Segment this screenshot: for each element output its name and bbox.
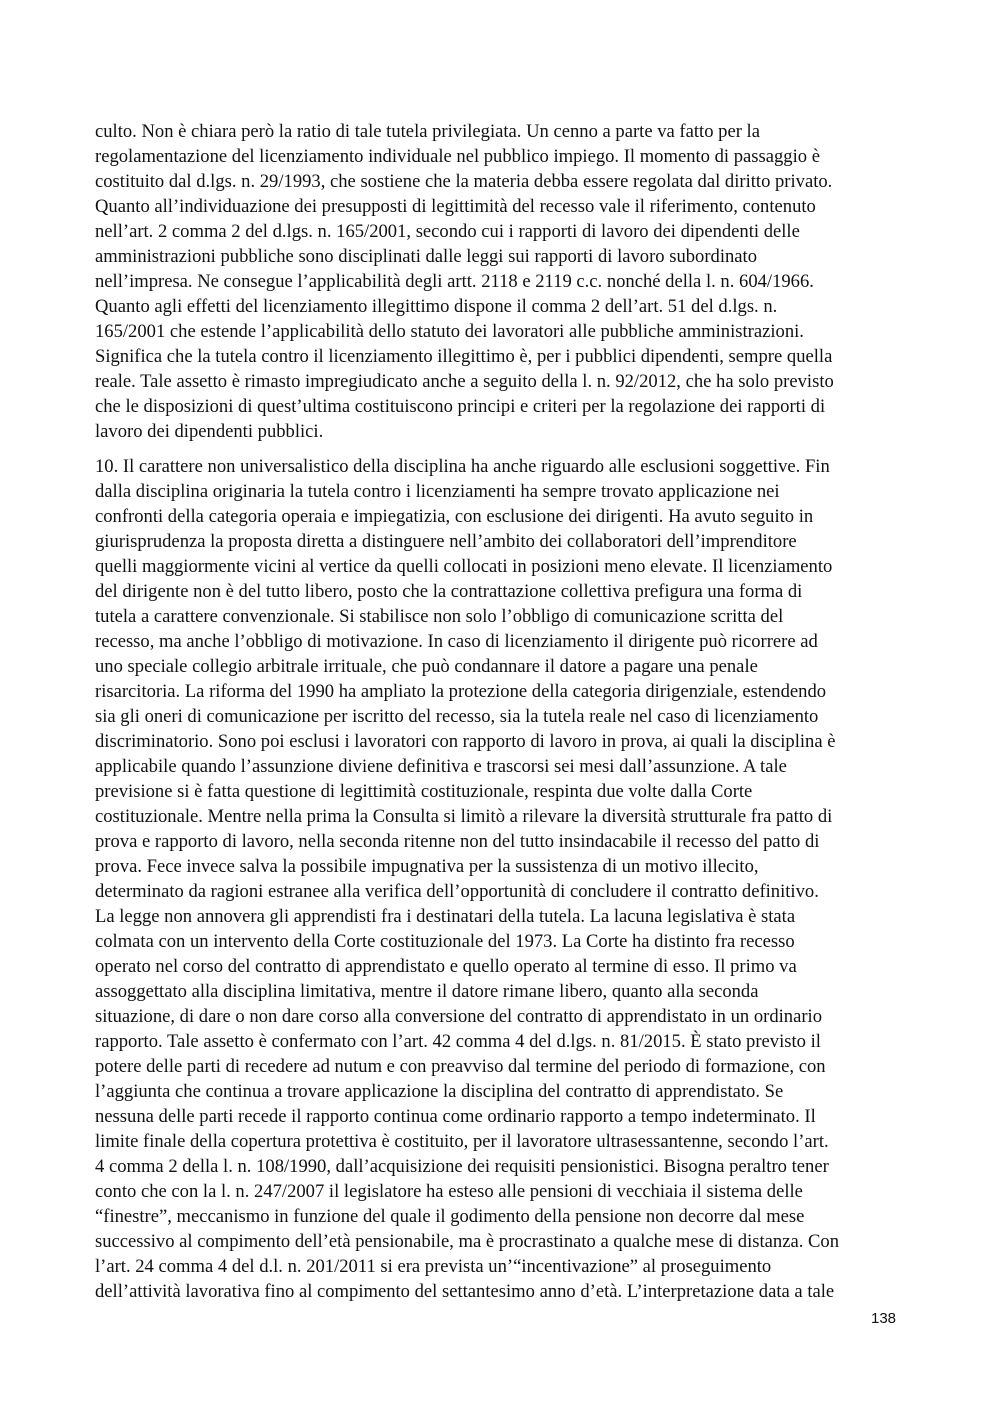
paragraph-2 [95, 454, 915, 1304]
text-line: “finestre”, meccanismo in funzione del quale il godimento della pensione non decorre dal mese [95, 1206, 805, 1227]
text-line: limite finale della copertura protettiva è costituito, per il lavoratore ultrasessantenne, secondo l’art. [95, 1131, 829, 1152]
text-line: che le disposizioni di quest’ultima costituiscono principi e criteri per la regolazione dei rapporti di [95, 396, 826, 417]
text-line: quelli maggiormente vicini al vertice da quelli collocati in posizioni meno elevate. Il licenziamento [95, 556, 833, 577]
text-line: 10. Il carattere non universalistico della disciplina ha anche riguardo alle esclusioni soggettive. Fin [95, 456, 830, 477]
text-line: l’art. 24 comma 4 del d.l. n. 201/2011 si era prevista un’“incentivazione” al proseguimento [95, 1256, 772, 1277]
text-line: 165/2001 che estende l’applicabilità dello statuto dei lavoratori alle pubbliche amministrazioni. [95, 321, 804, 342]
text-line: situazione, di dare o non dare corso alla conversione del contratto di apprendistato in un ordinario [95, 1006, 822, 1027]
text-line: dell’attività lavorativa fino al compimento del settantesimo anno d’età. L’interpretazione data a tale [95, 1281, 835, 1302]
paragraph-spacer [95, 444, 915, 454]
text-line: risarcitoria. La riforma del 1990 ha ampliato la protezione della categoria dirigenziale, estendendo [95, 681, 827, 702]
text-line: uno speciale collegio arbitrale irrituale, che può condannare il datore a pagare una penale [95, 656, 758, 677]
text-line: tutela a carattere convenzionale. Si stabilisce non solo l’obbligo di comunicazione scritta del [95, 606, 784, 627]
text-line: previsione si è fatta questione di legittimità costituzionale, respinta due volte dalla Corte [95, 781, 753, 802]
text-line: successivo al compimento dell’età pensionabile, ma è procrastinato a qualche mese di distanza. Con [95, 1231, 840, 1252]
text-line: determinato da ragioni estranee alla verifica dell’opportunità di concludere il contratto definitivo. [95, 881, 819, 902]
text-line: del dirigente non è del tutto libero, posto che la contrattazione collettiva prefigura una forma di [95, 581, 803, 602]
text-line: discriminatorio. Sono poi esclusi i lavoratori con rapporto di lavoro in prova, ai quali la disciplina è [95, 731, 836, 752]
text-line: amministrazioni pubbliche sono disciplinati dalle leggi sui rapporti di lavoro subordinato [95, 246, 758, 267]
text-line: reale. Tale assetto è rimasto impregiudicato anche a seguito della l. n. 92/2012, che ha solo previsto [95, 371, 834, 392]
paragraph-1 [95, 119, 915, 444]
body-text [95, 119, 915, 1304]
text-line: nell’art. 2 comma 2 del d.lgs. n. 165/2001, secondo cui i rapporti di lavoro dei dipendenti delle [95, 221, 800, 242]
text-line: nell’impresa. Ne consegue l’applicabilità degli artt. 2118 e 2119 c.c. nonché della l. n. 604/1966. [95, 271, 814, 292]
text-line: sia gli oneri di comunicazione per iscritto del recesso, sia la tutela reale nel caso di licenziamento [95, 706, 819, 727]
text-line: lavoro dei dipendenti pubblici. [95, 421, 324, 442]
text-line: conto che con la l. n. 247/2007 il legislatore ha esteso alle pensioni di vecchiaia il sistema delle [95, 1181, 803, 1202]
text-line: Quanto all’individuazione dei presupposti di legittimità del recesso vale il riferimento, contenuto [95, 196, 816, 217]
text-line: La legge non annovera gli apprendisti fra i destinatari della tutela. La lacuna legislativa è stata [95, 906, 796, 927]
text-line: prova. Fece invece salva la possibile impugnativa per la sussistenza di un motivo illecito, [95, 856, 759, 877]
text-line: confronti della categoria operaia e impiegatizia, con esclusione dei dirigenti. Ha avuto seguito in [95, 506, 814, 527]
text-line: rapporto. Tale assetto è confermato con l’art. 42 comma 4 del d.lgs. n. 81/2015. È stato previsto il [95, 1031, 821, 1052]
text-line: applicabile quando l’assunzione diviene definitiva e trascorsi sei mesi dall’assunzione. A tale [95, 756, 787, 777]
text-line: Quanto agli effetti del licenziamento illegittimo dispone il comma 2 dell’art. 51 del d.lgs. n. [95, 296, 778, 317]
text-line: operato nel corso del contratto di apprendistato e quello operato al termine di esso. Il primo va [95, 956, 797, 977]
text-line: l’aggiunta che continua a trovare applicazione la disciplina del contratto di apprendistato. Se [95, 1081, 784, 1102]
text-line: regolamentazione del licenziamento individuale nel pubblico impiego. Il momento di passaggio è [95, 146, 820, 167]
text-line: potere delle parti di recedere ad nutum e con preavviso dal termine del periodo di formazione, con [95, 1056, 826, 1077]
text-line: dalla disciplina originaria la tutela contro i licenziamenti ha sempre trovato applicazione nei [95, 481, 780, 502]
text-line: colmata con un intervento della Corte costituzionale del 1973. La Corte ha distinto fra recesso [95, 931, 795, 952]
text-line: costituzionale. Mentre nella prima la Consulta si limitò a rilevare la diversità strutturale fra patto di [95, 806, 833, 827]
text-line: recesso, ma anche l’obbligo di motivazione. In caso di licenziamento il dirigente può ricorrere ad [95, 631, 818, 652]
text-line: culto. Non è chiara però la ratio di tale tutela privilegiata. Un cenno a parte va fatto per la [95, 121, 760, 142]
text-line: giurisprudenza la proposta diretta a distinguere nell’ambito dei collaboratori dell’imprenditore [95, 531, 797, 552]
text-line: 4 comma 2 della l. n. 108/1990, dall’acquisizione dei requisiti pensionistici. Bisogna peraltro tener [95, 1156, 829, 1177]
text-line: prova e rapporto di lavoro, nella seconda ritenne non del tutto insindacabile il recesso del patto di [95, 831, 820, 852]
text-line: Significa che la tutela contro il licenziamento illegittimo è, per i pubblici dipendenti, sempre quella [95, 346, 833, 367]
page-number: 138 [871, 1310, 897, 1327]
text-line: assoggettato alla disciplina limitativa, mentre il datore rimane libero, quanto alla seconda [95, 981, 759, 1002]
text-line: costituito dal d.lgs. n. 29/1993, che sostiene che la materia debba essere regolata dal diritto privato. [95, 171, 833, 192]
text-line: nessuna delle parti recede il rapporto continua come ordinario rapporto a tempo indeterminato. Il [95, 1106, 816, 1127]
